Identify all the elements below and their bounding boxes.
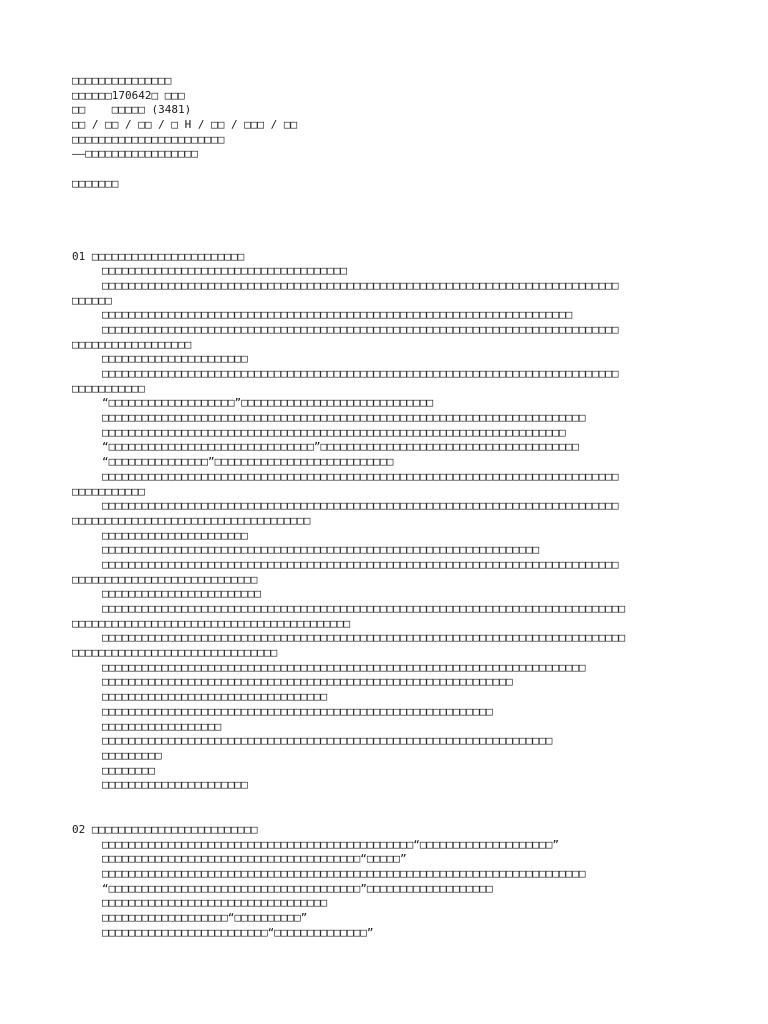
- text-line: □□□□□□: [72, 293, 112, 307]
- text-line: □□□□□□□□□□□□□□□□□□□□□□□□□□□□□□□□□□□□□□□□□□□□□□□□□□□□□□□□□□□□□□□□□□□□□□□□□□□□□□: [102, 469, 619, 483]
- text-line: □□□□□□□□□□□□□□□□□□□□□□□□□□□□□□□□□□□□□□□“□□□□□”: [102, 852, 407, 866]
- text-line: □□□□□□□□□□□□□□□□□□□□□□□□: [102, 587, 261, 601]
- document-page: [72, 74, 712, 940]
- text-line: □□□□□□□□□□□□□□□□□□□□□□□□□□□□□□□□□□□□: [72, 513, 311, 527]
- text-line: □□□□□□□□□□□□□□□□□□□□□□: [102, 528, 248, 542]
- text-line: □□□□□□□□□□□□□□□□□□□□□□□□□□□□□□□□□□□□□□□□□□□□□□□□□□□□□□□□□□□□□□□□□□□□□□□□□□□□□□: [102, 322, 619, 336]
- section-title: □□□□□□□□□□□□□□□□□□□□□□□: [91, 249, 245, 263]
- text-line: □□□□□□□□□□□□□□□□□□□□□□□□□□□□□□□□□□□□□□□□□□□□□□□□□□□□□□□□□□□□□□□□□□□□: [102, 734, 553, 748]
- text-line: □□□□□□□□□□□□□□□□□□□□□□□□□□□□□□□□□□□□□□□□□□□□□□□□□□□□□□□□□□□□□□□□□□□□□□□□□□□□□□: [102, 557, 619, 571]
- header-line-1: □□□□□□□□□□□□□□□: [72, 74, 172, 87]
- text-line: □□□□□□□□□□□□□□□□□□□□□□□□□□□□: [72, 572, 258, 586]
- text-line: □□□□□□□□□□□□□□□□□□□□□□□□□□□□□□□□□□□□□□□□□□□□□□□□□□□□□□□□□□□□□□□□□□: [102, 543, 540, 557]
- header-line-6: ——□□□□□□□□□□□□□□□□□: [72, 147, 198, 161]
- text-line: □□□□□□□□□□□□□□□□□□□□□□□□□□□□□□□□□□□□□□□□□□□□□□□□□□□□□□□□□□□: [102, 704, 493, 718]
- text-line: □□□□□□□□□□□: [72, 484, 145, 498]
- section-02: [72, 823, 712, 941]
- text-line: □□□□□□□□□□□□□□□□□□□□□□□□□□□□□□□□□□: [102, 896, 328, 910]
- text-line: □□□□□□□□□□□□□□□□□□□□□□□□□□□□□□□: [72, 646, 278, 660]
- text-line: □□□□□□□□□□□□□□□□□□□□□□□□□□□□□□□□□□□□□□□□□□□□□□□□□□□□□□□□□□□□□□□□□□□□□□□□□□□□□□□: [102, 602, 626, 615]
- text-line: □□□□□□□□□□□□□□□□□□□□□□□□□□□□□□□□□□□□□□□□□□□□□□□□□□□□□□□□□□□□□□□□□□□□□□□□□: [102, 660, 586, 674]
- section-number: 02: [72, 822, 86, 836]
- text-line: □□□□□□□□□□□□□□□□□□□“□□□□□□□□□□”: [102, 911, 308, 925]
- author-count-line: □□ □□□□□ (3481): [72, 103, 192, 117]
- text-line: □□□□□□□□□: [102, 748, 162, 762]
- text-line: □□□□□□□□□□□: [72, 381, 145, 395]
- header-line-5: □□□□□□□□□□□□□□□□□□□□□□□: [72, 132, 225, 146]
- text-line: □□□□□□□□□□□□□□□□□□□□□□: [102, 778, 248, 792]
- text-line: □□□□□□□□□□□□□□□□□□□□□□□□□“□□□□□□□□□□□□□□”: [102, 925, 374, 939]
- section-title: □□□□□□□□□□□□□□□□□□□□□□□□□: [91, 822, 258, 836]
- sections-container: [72, 250, 712, 941]
- text-line: □□□□□□□□□□□□□□□□□□□□□□: [102, 352, 248, 366]
- text-line: □□□□□□□□□□□□□□□□□□□□□□□□□□□□□□□□□□□□□□□□□□□□□□□□□□□□□□□□□□□□□□□□□□□□□□□□□□□□□□□: [102, 631, 626, 645]
- section-number: 01: [72, 249, 86, 263]
- text-line: □□□□□□□□□□□□□□□□□□□□□□□□□□□□□□□□□□□□□□□□□□□□□□□□□□□□□□□□□□□□□□□□□□□□□□□□□□□□□□: [102, 278, 619, 292]
- section-01: [72, 250, 712, 793]
- text-line: □□□□□□□□□□□□□□□□□□□□□□□□□□□□□□□□□□□□□□□□□□□□□□□□□□□□□□□□□□□□□□: [102, 675, 513, 689]
- section-heading: [72, 250, 712, 265]
- text-line: □□□□□□□□□□□□□□□□□□□□□□□□□□□□□□□□□□□□□□□□□□□□□□□□□□□□□□□□□□□□□□□□□□□□□□: [102, 425, 566, 439]
- header-line-7: □□□□□□□: [72, 176, 119, 190]
- text-line: □□□□□□□□□□□□□□□□□□□□□□□□□□□□□□□□□□□□□□□□□□: [72, 616, 351, 630]
- text-line: □□□□□□□□□□□□□□□□□□□□□□□□□□□□□□□□□□□□□: [102, 264, 348, 278]
- text-line: □□□□□□□□□□□□□□□□□□□□□□□□□□□□□□□□□□□□□□□□□□□□□□□□□□□□□□□□□□□□□□□□□□□□□□□□□: [102, 411, 586, 425]
- text-line: “□□□□□□□□□□□□□□□□□□□□□□□□□□□□□□□”□□□□□□□□□□□□□□□□□□□□□□□□□□□□□□□□□□□□□□□: [102, 440, 579, 454]
- text-line: □□□□□□□□□□□□□□□□□□: [102, 719, 222, 733]
- text-line: “□□□□□□□□□□□□□□□□□□□”□□□□□□□□□□□□□□□□□□□□□□□□□□□□□: [102, 396, 434, 410]
- text-line: “□□□□□□□□□□□□□□□”□□□□□□□□□□□□□□□□□□□□□□□□□□□: [102, 455, 394, 469]
- text-line: “□□□□□□□□□□□□□□□□□□□□□□□□□□□□□□□□□□□□□□”□□□□□□□□□□□□□□□□□□□: [102, 881, 493, 895]
- text-line: □□□□□□□□□□□□□□□□□□□□□□□□□□□□□□□□□□□□□□□□□□□□□□□□□□□□□□□□□□□□□□□□□□□□□□□□□□□□□□: [102, 499, 619, 513]
- breadcrumb[interactable]: □□ / □□ / □□ / □ H / □□ / □□□ / □□: [72, 118, 298, 132]
- text-line: □□□□□□□□: [102, 763, 155, 777]
- text-line: □□□□□□□□□□□□□□□□□□□□□□□□□□□□□□□□□□□□□□□□□□□□□□□“□□□□□□□□□□□□□□□□□□□□”: [102, 837, 559, 851]
- text-line: □□□□□□□□□□□□□□□□□□□□□□□□□□□□□□□□□□□□□□□□□□□□□□□□□□□□□□□□□□□□□□□□□□□□□□□: [102, 308, 573, 322]
- text-line: □□□□□□□□□□□□□□□□□□: [72, 337, 192, 351]
- document-id-line: □□□□□□170642□ □□□: [72, 88, 185, 102]
- text-line: □□□□□□□□□□□□□□□□□□□□□□□□□□□□□□□□□□□□□□□□□□□□□□□□□□□□□□□□□□□□□□□□□□□□□□□□□: [102, 867, 586, 880]
- section-heading: [72, 823, 712, 838]
- text-line: □□□□□□□□□□□□□□□□□□□□□□□□□□□□□□□□□□□□□□□□□□□□□□□□□□□□□□□□□□□□□□□□□□□□□□□□□□□□□□: [102, 367, 619, 380]
- text-line: □□□□□□□□□□□□□□□□□□□□□□□□□□□□□□□□□□: [102, 690, 328, 704]
